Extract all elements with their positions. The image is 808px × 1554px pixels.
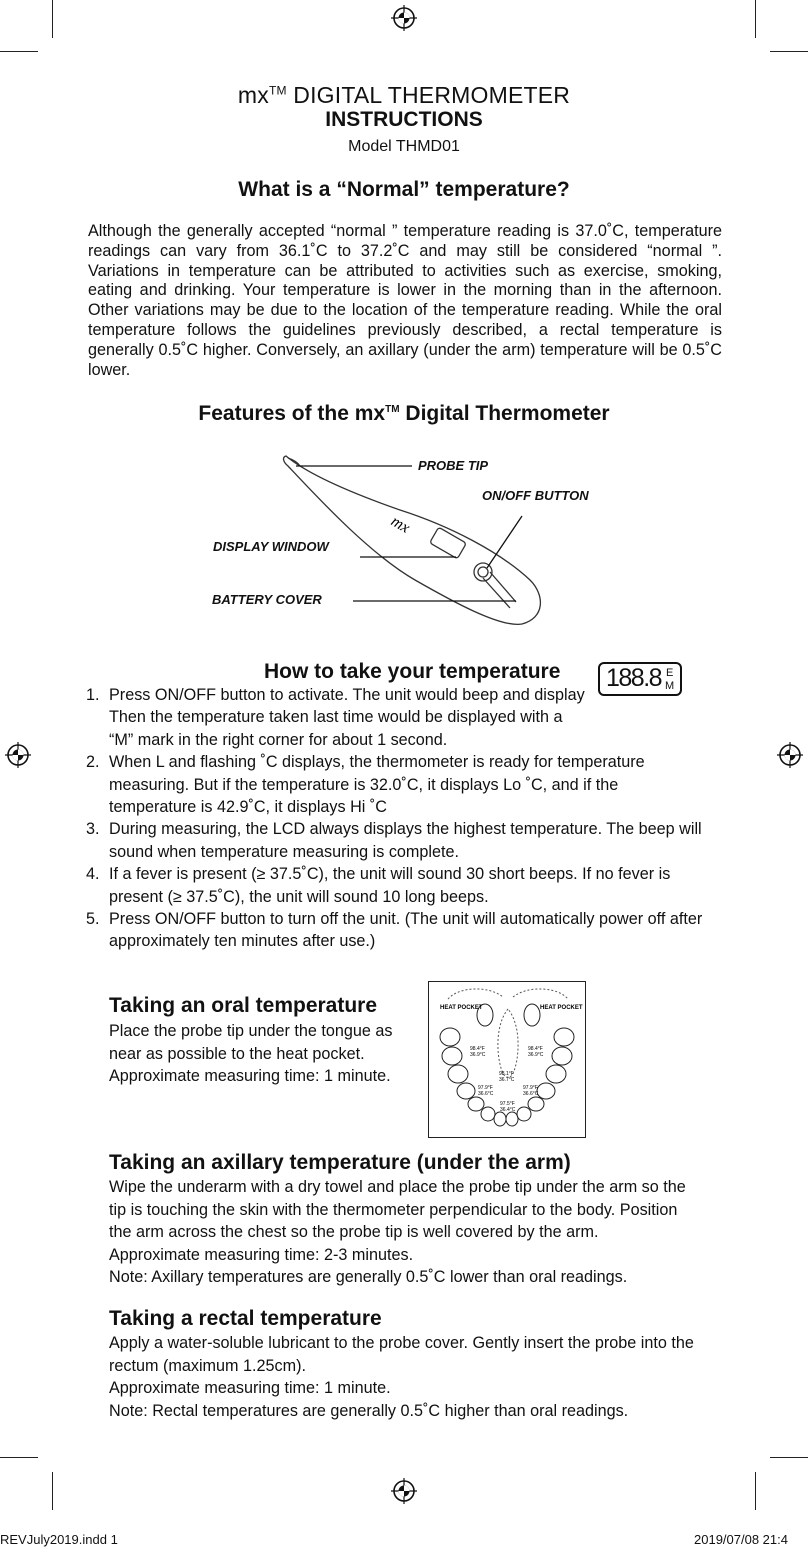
diagram-temp-label: 98.4°F [528, 1046, 543, 1052]
diagram-temp-label: 36.4°C [500, 1107, 516, 1113]
crop-mark [755, 0, 756, 38]
device-logo: mx [388, 512, 413, 537]
crop-mark [0, 1457, 38, 1458]
normal-temperature-heading: What is a “Normal” temperature? [238, 178, 570, 201]
crop-mark [770, 51, 808, 52]
rectal-instructions: Apply a water-soluble lubricant to the probe cover. Gently insert the probe into the rectum (maximum 1.25cm). Approximate measuring time: 1 minute. Note: Rectal temperatures are generally 0.5˚C higher than oral readings. [109, 1334, 694, 1420]
crop-mark [755, 1472, 756, 1510]
document-subtitle: INSTRUCTIONS [325, 108, 483, 131]
display-window-label: DISPLAY WINDOW [213, 539, 329, 554]
step-item: 5. Press ON/OFF button to turn off the unit. (The unit will automatically power off after approximately ten minutes after use.) [86, 910, 703, 951]
lcd-value: 188.8 [606, 664, 662, 692]
oral-heading: Taking an oral temperature [109, 994, 378, 1017]
registration-mark-icon [390, 1477, 418, 1505]
document-title: mx™ DIGITAL THERMOMETER [237, 82, 571, 108]
diagram-temp-label: 36.9°C [470, 1052, 486, 1058]
probe-tip-label: PROBE TIP [418, 458, 489, 473]
registration-mark-icon [4, 741, 32, 769]
heat-pocket-label-left: HEAT POCKET [440, 1005, 483, 1011]
crop-mark [770, 1457, 808, 1458]
on-off-button-label: ON/OFF BUTTON [482, 488, 589, 503]
diagram-temp-label: 97.9°F [523, 1085, 538, 1091]
diagram-temp-label: 36.7°C [499, 1077, 515, 1083]
step-item: 1. Press ON/OFF button to activate. The unit would beep and display Then the temperature taken last time would be displayed with a “M” mark in the right corner for about 1 second. [86, 686, 585, 749]
diagram-temp-label: 97.5°F [500, 1101, 515, 1107]
diagram-temp-label: 98.1°F [499, 1071, 514, 1077]
diagram-temp-label: 98.4°F [470, 1046, 485, 1052]
rectal-heading: Taking a rectal temperature [109, 1307, 382, 1330]
battery-cover-label: BATTERY COVER [212, 592, 322, 607]
features-heading: Features of the mx™ Digital Thermometer [198, 402, 610, 425]
footer-date: 2019/07/08 21:4 [694, 1532, 788, 1547]
normal-temperature-paragraph: Although the generally accepted “normal ” temperature reading is 37.0˚C, temperature readings can vary from 36.1˚C to 37.2˚C and may still be considered “normal ”. Variations in temperature can be attributed to activities such as exercise, smoking, eating and drinking. Your temperature is lower in the morning than in the afternoon. Other variations may be due to the location of the temperature reading. While the oral temperature follows the guidelines previously described, a rectal temperature is generally 0.5˚C higher. Conversely, an axillary (under the arm) temperature will be 0.5˚C lower. [88, 222, 722, 379]
heat-pocket-label-right: HEAT POCKET [540, 1005, 583, 1011]
crop-mark [0, 51, 38, 52]
registration-mark-icon [776, 741, 804, 769]
oral-instructions: Place the probe tip under the tongue as near as possible to the heat pocket. Approximate measuring time: 1 minute. [109, 1022, 393, 1086]
axillary-heading: Taking an axillary temperature (under the arm) [109, 1151, 571, 1174]
step-item: 2. When L and flashing ˚C displays, the thermometer is ready for temperature measuring. But if the temperature is 32.0˚C, it displays Lo ˚C, and if the temperature is 42.9˚C, it displays Hi ˚C [86, 753, 645, 817]
step-item: 4. If a fever is present (≥ 37.5˚C), the unit will sound 30 short beeps. If no fever is present (≥ 37.5˚C), the unit will sound 10 long beeps. [86, 865, 671, 906]
oral-heat-pocket-diagram [428, 981, 588, 1139]
model-number: Model THMD01 [348, 138, 460, 155]
diagram-temp-label: 97.9°F [478, 1085, 493, 1091]
lcd-unit-m: M [665, 680, 675, 692]
footer-filename: REVJuly2019.indd 1 [0, 1532, 118, 1547]
diagram-temp-label: 36.6°C [523, 1091, 539, 1097]
crop-mark [52, 1472, 53, 1510]
registration-mark-icon [390, 4, 418, 32]
step-item: 3. During measuring, the LCD always displays the highest temperature. The beep will sound when temperature measuring is complete. [86, 820, 702, 861]
crop-mark [52, 0, 53, 38]
diagram-temp-label: 36.6°C [478, 1091, 494, 1097]
diagram-temp-label: 36.9°C [528, 1052, 544, 1058]
instruction-steps [86, 684, 736, 953]
how-to-heading: How to take your temperature [264, 660, 561, 683]
axillary-instructions: Wipe the underarm with a dry towel and place the probe tip under the arm so the tip is touching the skin with the thermometer perpendicular to the body. Position the arm across the chest so the probe tip is well covered by the arm. Approximate measuring time: 2-3 minutes. Note: Axillary temperatures are generally 0.5˚C lower than oral readings. [109, 1178, 686, 1287]
lcd-unit-e: E [666, 667, 674, 679]
